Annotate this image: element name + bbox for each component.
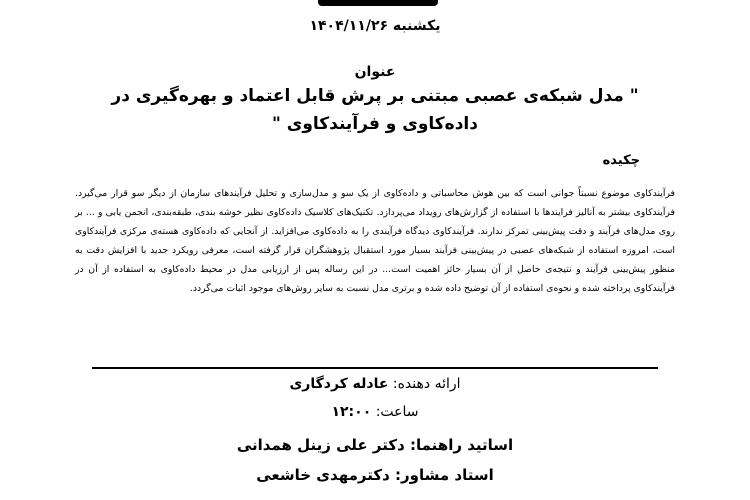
thesis-title: " مدل شبکه‌ی عصبی مبتنی بر پرش قابل اعتماد و بهره‌گیری در داده‌کاوی و فرآیندکاوی " bbox=[111, 86, 639, 134]
supervisor-name: دکتر علی زینل همدانی bbox=[236, 436, 405, 454]
supervisor-label: اساتید راهنما: bbox=[410, 436, 514, 454]
advisor-line bbox=[0, 466, 750, 484]
abstract-text: فرآیندکاوی موضوع نسبتاً جوانی است که بین هوش محاسباتی و داده‌کاوی از یک سو و مدل‌سازی و تحلیل فرآیندهای سازمان از دیگر سو قرار می‌گیرد. فرآیندکاوی بیشتر به آنالیز فرایندها با استفاده از گزارش‌های رویداد می‌پردازد. تکنیک‌های کلاسیک داده‌کاوی نظیر خوشه بندی، طبقه‌بندی، انجمن یابی و ... بر روی مدل‌های فرآیند و دقت پیش‌بینی تمرکز ندارند. فرآیندکاوی دیدگاه فرآیندی را به داده‌کاوی می‌افزاید. از آنجایی که داده‌کاوی هسته‌ی مرکزی فرآیندکاوی است، امروزه استفاده از شبکه‌های عصبی در پیش‌بینی فرآیند بسیار مورد استقبال پژوهشگران قرار گرفته است، معرفی رویکرد جدید با افزایش دقت به منظور پیش‌بینی فرآیند و نتیجه‌ی حاصل از آن بسیار حائز اهمیت است... در این رساله پس از ارزیابی مدل در محیط داده‌کاوی به استفاده از آن در فرآیندکاوی پرداخته شده و نحوه‌ی استفاده از آن توضیح داده شده و برتری مدل نسبت به سایر روش‌های موجود اثبات می‌گردد. bbox=[75, 188, 675, 294]
presenter-line bbox=[0, 376, 750, 392]
time-value: ۱۲:۰۰ bbox=[331, 404, 372, 420]
supervisor-line bbox=[0, 436, 750, 454]
advisor-label: استاد مشاور: bbox=[395, 466, 494, 484]
time-line bbox=[0, 404, 750, 420]
title-label: عنوان bbox=[354, 64, 396, 80]
advisor-name: دکترمهدی خاشعی bbox=[256, 466, 390, 484]
cropped-header-fragment bbox=[318, 0, 438, 6]
divider-line bbox=[92, 367, 658, 369]
presenter-label: ارائه دهنده: bbox=[392, 376, 461, 392]
presenter-name: عادله کردگاری bbox=[289, 376, 389, 392]
abstract-label: چکیده bbox=[602, 153, 640, 168]
time-label: ساعت: bbox=[375, 404, 419, 420]
event-date: یکشنبه ۱۴۰۴/۱۱/۲۶ bbox=[309, 18, 441, 34]
